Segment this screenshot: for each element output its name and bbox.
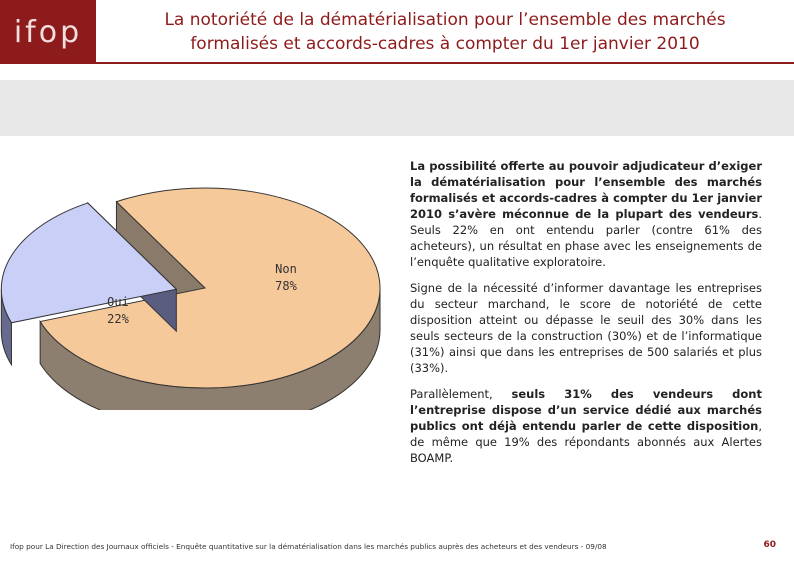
title-line-2: formalisés et accords-cadres à compter du 1er janvier 2010 bbox=[190, 34, 700, 54]
commentary-paragraph-1 bbox=[410, 158, 762, 270]
page-number: 60 bbox=[763, 540, 776, 550]
pie-chart-svg bbox=[0, 140, 400, 410]
page-title bbox=[100, 8, 790, 56]
slice-label-oui-name: Oui bbox=[107, 295, 129, 309]
text-run: Signe de la nécessité d’informer davantage les entreprises du secteur marchand, le score de notoriété de cette disposition atteint ou dépasse le seuil des 30% dans les seuls secteurs de la construction (30%) et de l’informatique (31%) ainsi que dans les entreprises de 500 salariés et plus (33%). bbox=[410, 281, 762, 375]
text-run: . Seuls 22% en ont entendu parler (contre 61% des acheteurs), un résultat en phase avec les enseignements de l’enquête qualitative exploratoire. bbox=[410, 207, 762, 269]
slice-label-oui-value: 22% bbox=[107, 312, 129, 326]
text-run: Parallèlement, bbox=[410, 387, 512, 401]
text-run: La possibilité offerte au pouvoir adjudicateur d’exiger la dématérialisation pour l’ensemble des marchés formalisés et accords-cadres à compter du 1er janvier 2010 s’avère méconnue de la plupart des vendeurs bbox=[410, 159, 762, 221]
title-divider bbox=[96, 62, 794, 64]
question-band bbox=[0, 80, 794, 136]
commentary-paragraph-2 bbox=[410, 280, 762, 376]
pie-chart bbox=[0, 140, 400, 410]
commentary-paragraph-3 bbox=[410, 386, 762, 466]
slice-label-non-value: 78% bbox=[275, 279, 297, 293]
commentary bbox=[410, 158, 762, 476]
title-line-1: La notoriété de la dématérialisation pour l’ensemble des marchés bbox=[164, 10, 726, 30]
ifop-logo: ifop bbox=[0, 0, 96, 64]
footer-source: Ifop pour La Direction des Journaux officiels - Enquête quantitative sur la dématérialisation dans les marchés publics auprès des acheteurs et des vendeurs - 09/08 bbox=[10, 542, 607, 551]
text-run: seuls 31% des vendeurs dont l’entreprise dispose d’un service dédié aux marchés publics ont déjà entendu parler de cette disposition bbox=[410, 387, 762, 433]
slice-label-non-name: Non bbox=[275, 262, 297, 276]
text-run: , de même que 19% des répondants abonnés aux Alertes BOAMP. bbox=[410, 419, 762, 465]
